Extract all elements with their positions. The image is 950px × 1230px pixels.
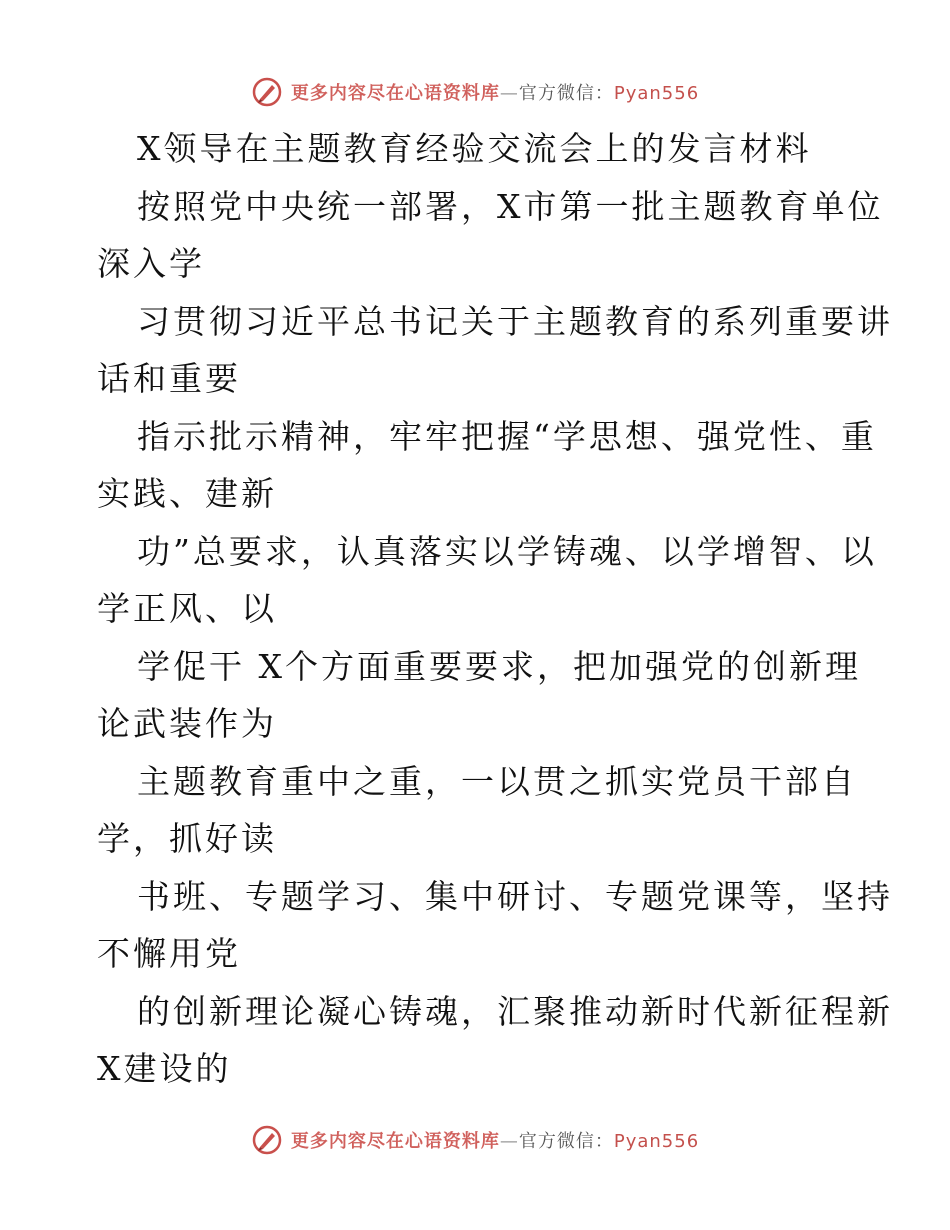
watermark-id: Pyan556 [613, 83, 700, 104]
watermark-id: Pyan556 [613, 1131, 700, 1152]
watermark-separator: — [499, 1131, 519, 1152]
paragraph-line: 论武装作为 [97, 704, 277, 743]
paragraph-line: 实践、建新 [97, 474, 277, 513]
header-watermark [0, 72, 950, 112]
paragraph-line: 按照党中央统一部署，X市第一批主题教育单位 [137, 186, 884, 226]
watermark-brand: 更多内容尽在心语资料库 [290, 1131, 500, 1152]
paragraph-line: 功”总要求，认真落实以学铸魂、以学增智、以 [137, 531, 877, 571]
paragraph-line: 指示批示精神，牢牢把握“学思想、强党性、重 [137, 416, 877, 456]
document-body [97, 120, 893, 1098]
paragraph-line: 深入学 [97, 244, 205, 283]
paragraph-line: 习贯彻习近平总书记关于主题教育的系列重要讲 [137, 301, 893, 341]
paragraph-line: X建设的 [97, 1049, 232, 1088]
watermark-label: 官方微信： [518, 83, 614, 104]
watermark-label: 官方微信： [518, 1131, 614, 1152]
document-title: X领导在主题教育经验交流会上的发言材料 [137, 129, 812, 168]
pen-logo-icon [251, 76, 283, 108]
paragraph-line: 主题教育重中之重，一以贯之抓实党员干部自 [137, 761, 857, 801]
paragraph-line: 书班、专题学习、集中研讨、专题党课等，坚持 [137, 876, 893, 916]
paragraph-line: 不懈用党 [97, 934, 241, 973]
paragraph-line: 学，抓好读 [97, 819, 277, 858]
paragraph-line: 话和重要 [97, 359, 241, 398]
watermark-brand: 更多内容尽在心语资料库 [290, 83, 500, 104]
pen-logo-icon [251, 1124, 283, 1156]
paragraph-line: 学促干 X个方面重要要求，把加强党的创新理 [137, 646, 861, 686]
footer-watermark [0, 1120, 950, 1160]
paragraph-line: 学正风、以 [97, 589, 277, 628]
watermark-separator: — [499, 83, 519, 104]
paragraph-line: 的创新理论凝心铸魂，汇聚推动新时代新征程新 [137, 991, 893, 1031]
